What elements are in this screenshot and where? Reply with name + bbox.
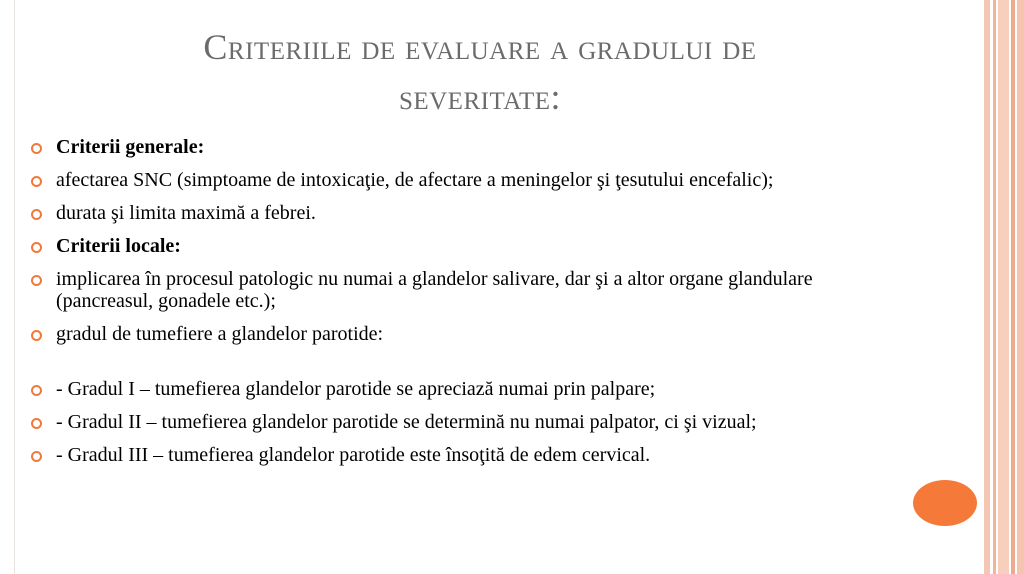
list-item-text: afectarea SNC (simptoame de intoxicaţie, de afectare a meningelor şi ţesutului encefalic); [56, 169, 774, 191]
list-item-text: durata şi limita maximă a febrei. [56, 202, 316, 224]
list-item [28, 136, 888, 158]
list-item-text: Criterii locale: [56, 235, 181, 257]
list-item [28, 378, 888, 400]
list-item-text: - Gradul II – tumefierea glandelor parotide se determină nu numai palpator, ci şi vizual; [56, 411, 757, 433]
stripe [984, 0, 990, 574]
bullet-ring-icon [31, 418, 42, 429]
list-item [28, 444, 888, 466]
list-item [28, 323, 888, 345]
stripe [998, 0, 1009, 574]
bullet-ring-icon [31, 451, 42, 462]
list-item [28, 202, 888, 224]
stripe [993, 0, 996, 574]
bullet-ring-icon [31, 275, 42, 286]
left-divider-line [14, 0, 15, 574]
list-item-text: gradul de tumefiere a glandelor parotide: [56, 323, 384, 345]
stripe [1017, 0, 1024, 574]
list-item [28, 235, 888, 257]
list-item-text: - Gradul I – tumefierea glandelor parotide se apreciază numai prin palpare; [56, 378, 656, 400]
bullet-ring-icon [31, 176, 42, 187]
title-line-1: Criteriile de evaluare a gradului de [203, 27, 757, 67]
orange-circle-decoration [913, 480, 977, 526]
list-item-text: implicarea în procesul patologic nu numai a glandelor salivare, dar şi a altor organe glandulare (pancreasul, gonadele etc.); [56, 268, 813, 312]
stripe [1011, 0, 1015, 574]
bullet-ring-icon [31, 385, 42, 396]
slide-title [60, 22, 900, 122]
bullet-ring-icon [31, 209, 42, 220]
decorative-stripes [984, 0, 1024, 574]
bullet-list [28, 136, 888, 477]
list-item [28, 169, 888, 191]
bullet-ring-icon [31, 143, 42, 154]
list-item [28, 268, 888, 312]
bullet-ring-icon [31, 330, 42, 341]
bullet-ring-icon [31, 242, 42, 253]
list-item-text: - Gradul III – tumefierea glandelor parotide este însoţită de edem cervical. [56, 444, 651, 466]
list-item-text: Criterii generale: [56, 136, 205, 158]
list-item [28, 411, 888, 433]
title-line-2: severitate: [398, 77, 562, 117]
